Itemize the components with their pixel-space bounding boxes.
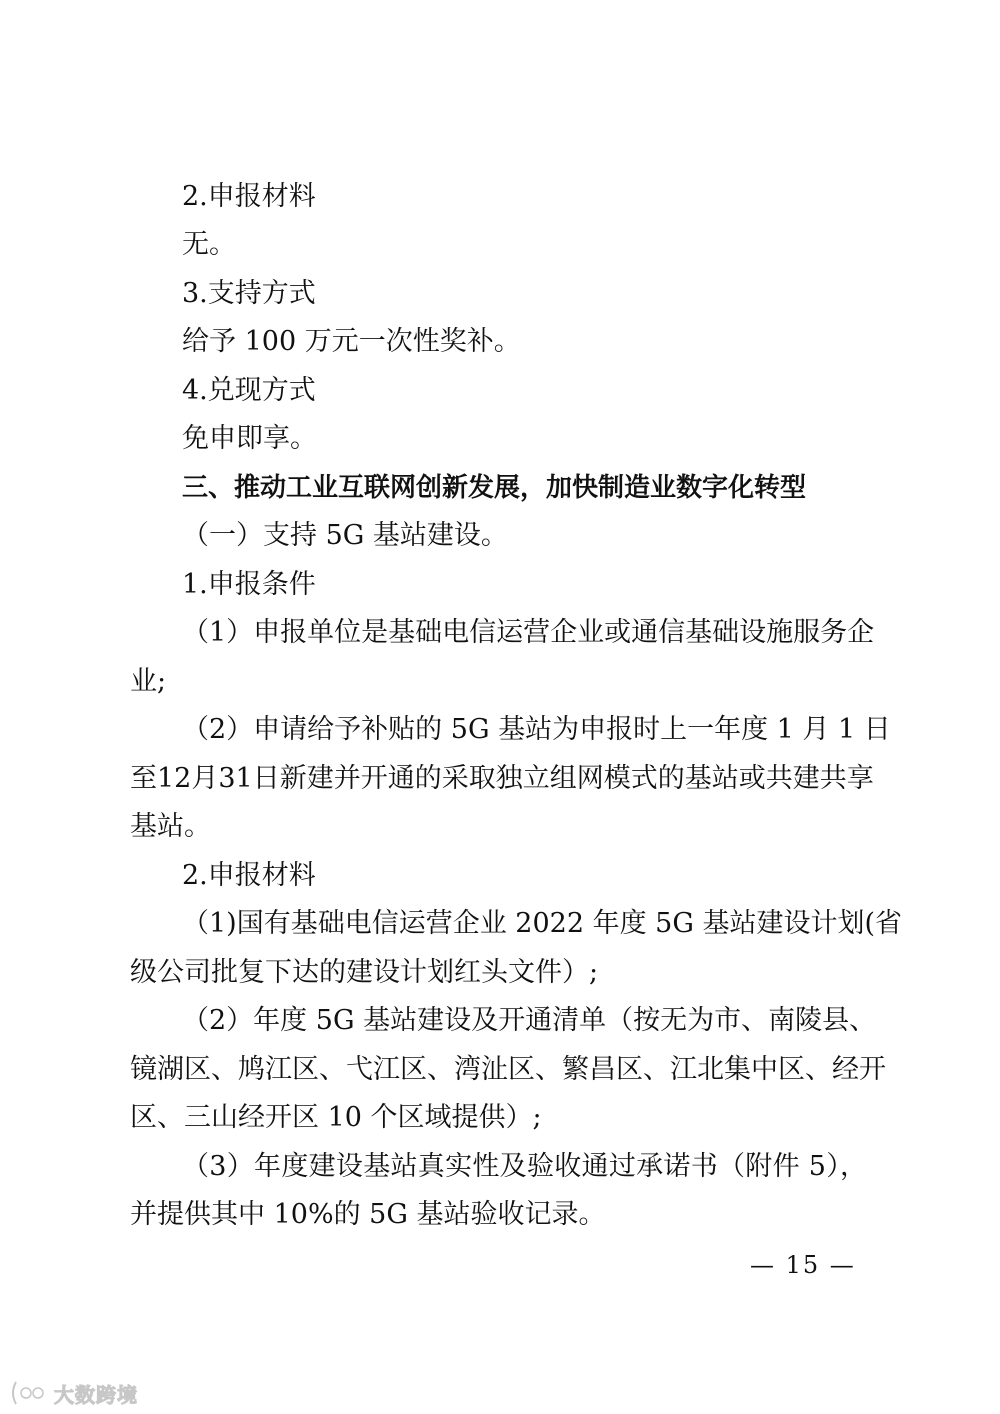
paragraph-line: 级公司批复下达的建设计划红头文件）; xyxy=(130,957,599,988)
page-number: — 15 — xyxy=(750,1251,856,1279)
paragraph-line: 业; xyxy=(130,666,167,697)
section-item-support-method: 3.支持方式 xyxy=(182,278,316,309)
paragraph-line: （1）申报单位是基础电信运营企业或通信基础设施服务企 xyxy=(182,617,875,648)
paragraph-line: 至12月31日新建并开通的采取独立组网模式的基站或共建共享 xyxy=(130,763,874,794)
subsection-heading: （一）支持 5G 基站建设。 xyxy=(182,520,508,551)
paragraph-line: （2）申请给予补贴的 5G 基站为申报时上一年度 1 月 1 日 xyxy=(182,714,891,745)
section-heading: 三、推动工业互联网创新发展，加快制造业数字化转型 xyxy=(182,473,807,503)
body-text: 给予 100 万元一次性奖补。 xyxy=(182,326,521,357)
watermark xyxy=(8,1378,138,1408)
watermark-logo-icon xyxy=(8,1380,48,1406)
section-item-materials: 2.申报材料 xyxy=(182,181,316,212)
paragraph-line: 镜湖区、鸠江区、弋江区、湾沚区、繁昌区、江北集中区、经开 xyxy=(130,1054,886,1085)
section-item-materials: 2.申报材料 xyxy=(182,860,316,891)
section-item-redeem-method: 4.兑现方式 xyxy=(182,375,316,406)
paragraph-line: （3）年度建设基站真实性及验收通过承诺书（附件 5）， xyxy=(182,1151,867,1182)
paragraph-line: 基站。 xyxy=(130,811,211,842)
watermark-text: 大数跨境 xyxy=(54,1382,138,1407)
paragraph-line: （2）年度 5G 基站建设及开通清单（按无为市、南陵县、 xyxy=(182,1005,877,1036)
body-text: 无。 xyxy=(182,229,236,260)
paragraph-line: （1)国有基础电信运营企业 2022 年度 5G 基站建设计划(省 xyxy=(182,908,903,939)
paragraph-line: 并提供其中 10%的 5G 基站验收记录。 xyxy=(130,1199,606,1230)
paragraph-line: 区、三山经开区 10 个区域提供）; xyxy=(130,1102,542,1133)
body-text: 免申即享。 xyxy=(182,423,317,454)
section-item-conditions: 1.申报条件 xyxy=(182,569,316,600)
